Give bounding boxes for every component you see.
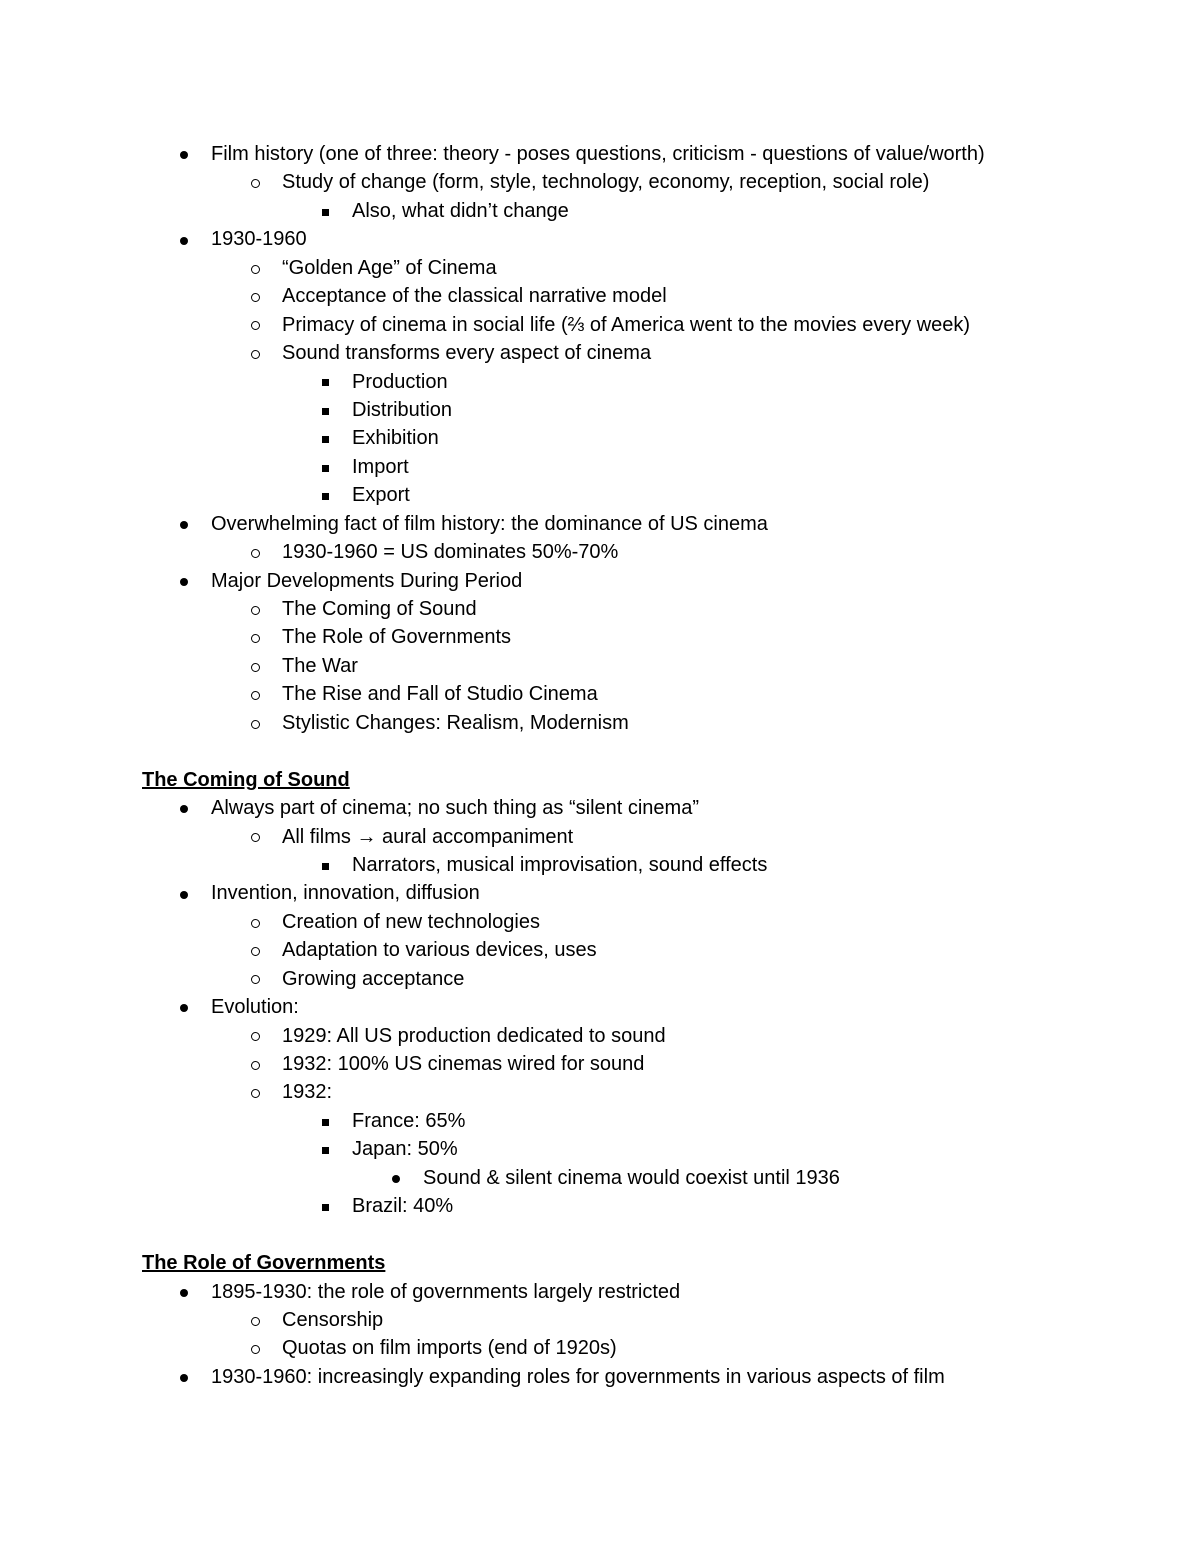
list-item	[0, 396, 1200, 424]
list-item	[0, 709, 1200, 737]
list-item	[0, 282, 1200, 310]
list-item-text: 1930-1960: increasingly expanding roles for governments in various aspects of film	[211, 1365, 945, 1388]
list-item-text: Growing acceptance	[282, 967, 465, 990]
square-bullet-icon	[315, 1107, 335, 1135]
list-item	[0, 680, 1200, 708]
blank-line	[0, 1221, 1200, 1249]
list-item-text: Acceptance of the classical narrative model	[282, 285, 667, 308]
filled-circle-bullet-icon	[174, 1363, 194, 1391]
list-item	[0, 1050, 1200, 1078]
hollow-circle-bullet-icon	[245, 595, 265, 623]
list-item-text: 1929: All US production dedicated to sound	[282, 1024, 666, 1047]
list-item	[0, 1306, 1200, 1334]
list-item-text: Also, what didn’t change	[352, 199, 569, 222]
list-item-text: Primacy of cinema in social life (⅔ of America went to the movies every week)	[282, 313, 971, 336]
square-bullet-icon	[315, 851, 335, 879]
list-item-text: “Golden Age” of Cinema	[282, 256, 497, 279]
list-item-text: Study of change (form, style, technology, economy, reception, social role)	[282, 171, 930, 194]
list-item-text: Adaptation to various devices, uses	[282, 939, 597, 962]
list-item-text: Production	[352, 370, 448, 393]
list-item	[0, 595, 1200, 623]
list-item-text: Japan: 50%	[352, 1138, 458, 1161]
list-item-text: France: 65%	[352, 1109, 466, 1132]
list-item	[0, 1135, 1200, 1163]
list-item-text: 1932:	[282, 1081, 333, 1104]
filled-circle-bullet-icon	[174, 510, 194, 538]
list-item	[0, 510, 1200, 538]
square-bullet-icon	[315, 481, 335, 509]
list-item-text: Sound & silent cinema would coexist until 1936	[423, 1166, 840, 1189]
list-item	[0, 368, 1200, 396]
hollow-circle-bullet-icon	[245, 538, 265, 566]
list-item	[0, 652, 1200, 680]
heading-role-of-governments: The Role of Governments	[142, 1252, 386, 1275]
list-item-text: 1932: 100% US cinemas wired for sound	[282, 1053, 645, 1075]
square-bullet-icon	[315, 396, 335, 424]
hollow-circle-bullet-icon	[245, 823, 265, 851]
heading-coming-of-sound: The Coming of Sound	[142, 768, 350, 791]
list-item-text: Censorship	[282, 1308, 384, 1331]
list-item-text: Creation of new technologies	[282, 910, 540, 933]
hollow-circle-bullet-icon	[245, 339, 265, 367]
list-item	[0, 311, 1200, 339]
list-item	[0, 225, 1200, 253]
list-item	[0, 1078, 1200, 1106]
hollow-circle-bullet-icon	[245, 652, 265, 680]
list-item	[0, 140, 1200, 168]
hollow-circle-bullet-icon	[245, 1306, 265, 1334]
list-item-text: The War	[282, 654, 358, 677]
list-item	[0, 823, 1200, 851]
list-item	[0, 1278, 1200, 1306]
list-item-text: Invention, innovation, diffusion	[211, 882, 480, 905]
list-item-text: Sound transforms every aspect of cinema	[282, 342, 652, 365]
hollow-circle-bullet-icon	[245, 908, 265, 936]
list-item-text: Always part of cinema; no such thing as “silent cinema”	[211, 797, 699, 820]
list-item-text: Evolution:	[211, 996, 299, 1019]
list-item	[0, 794, 1200, 822]
list-item	[0, 1022, 1200, 1050]
list-item-text: Overwhelming fact of film history: the dominance of US cinema	[211, 512, 768, 535]
list-item	[0, 424, 1200, 452]
list-item	[0, 538, 1200, 566]
list-item-text: Film history (one of three: theory - poses questions, criticism - questions of value/worth)	[211, 143, 985, 165]
list-item-text: Major Developments During Period	[211, 569, 523, 592]
square-bullet-icon	[315, 368, 335, 396]
hollow-circle-bullet-icon	[245, 311, 265, 339]
list-item-text: All films → aural accompaniment	[282, 825, 574, 848]
list-item	[0, 965, 1200, 993]
list-item	[0, 481, 1200, 509]
hollow-circle-bullet-icon	[245, 1022, 265, 1050]
hollow-circle-bullet-icon	[245, 168, 265, 196]
list-item	[0, 1334, 1200, 1362]
list-item	[0, 879, 1200, 907]
list-item-text: Exhibition	[352, 427, 439, 450]
list-item-text: Brazil: 40%	[352, 1195, 454, 1218]
filled-circle-bullet-icon	[174, 140, 194, 168]
hollow-circle-bullet-icon	[245, 936, 265, 964]
document-body	[0, 140, 1200, 1391]
list-item-text: 1930-1960	[211, 228, 307, 251]
list-item-text: 1895-1930: the role of governments largely restricted	[211, 1280, 681, 1303]
hollow-circle-bullet-icon	[245, 1050, 265, 1078]
square-bullet-icon	[315, 453, 335, 481]
list-item	[0, 851, 1200, 879]
list-item-text: The Role of Governments	[282, 626, 511, 649]
square-bullet-icon	[315, 1135, 335, 1163]
list-item	[0, 1164, 1200, 1192]
list-item	[0, 1192, 1200, 1220]
list-item	[0, 197, 1200, 225]
outline-list-intro	[0, 140, 1200, 737]
list-item	[0, 453, 1200, 481]
list-item-text: Export	[352, 484, 410, 507]
list-item-text: The Coming of Sound	[282, 598, 477, 620]
filled-circle-bullet-icon	[174, 1278, 194, 1306]
filled-circle-bullet-icon	[174, 567, 194, 595]
filled-circle-bullet-icon	[174, 879, 194, 907]
square-bullet-icon	[315, 424, 335, 452]
hollow-circle-bullet-icon	[245, 709, 265, 737]
list-item-text: Import	[352, 455, 409, 478]
outline-list-governments	[0, 1278, 1200, 1392]
list-item-text: Distribution	[352, 398, 453, 421]
square-bullet-icon	[315, 197, 335, 225]
list-item-text: Narrators, musical improvisation, sound effects	[352, 853, 768, 876]
square-bullet-icon	[315, 1192, 335, 1220]
hollow-circle-bullet-icon	[245, 1078, 265, 1106]
outline-list-sound	[0, 794, 1200, 1221]
hollow-circle-bullet-icon	[245, 623, 265, 651]
hollow-circle-bullet-icon	[245, 254, 265, 282]
hollow-circle-bullet-icon	[245, 680, 265, 708]
hollow-circle-bullet-icon	[245, 1334, 265, 1362]
filled-circle-bullet-icon	[174, 225, 194, 253]
list-item	[0, 1107, 1200, 1135]
list-item	[0, 567, 1200, 595]
list-item	[0, 908, 1200, 936]
list-item	[0, 168, 1200, 196]
hollow-circle-bullet-icon	[245, 965, 265, 993]
filled-circle-bullet-icon	[386, 1164, 406, 1192]
list-item	[0, 623, 1200, 651]
list-item-text: Stylistic Changes: Realism, Modernism	[282, 711, 629, 734]
list-item	[0, 993, 1200, 1021]
filled-circle-bullet-icon	[174, 993, 194, 1021]
filled-circle-bullet-icon	[174, 794, 194, 822]
list-item-text: Quotas on film imports (end of 1920s)	[282, 1337, 617, 1360]
hollow-circle-bullet-icon	[245, 282, 265, 310]
list-item	[0, 254, 1200, 282]
list-item	[0, 339, 1200, 367]
list-item-text: 1930-1960 = US dominates 50%-70%	[282, 541, 619, 564]
list-item-text: The Rise and Fall of Studio Cinema	[282, 683, 598, 706]
list-item	[0, 1363, 1200, 1391]
list-item	[0, 936, 1200, 964]
blank-line	[0, 737, 1200, 765]
